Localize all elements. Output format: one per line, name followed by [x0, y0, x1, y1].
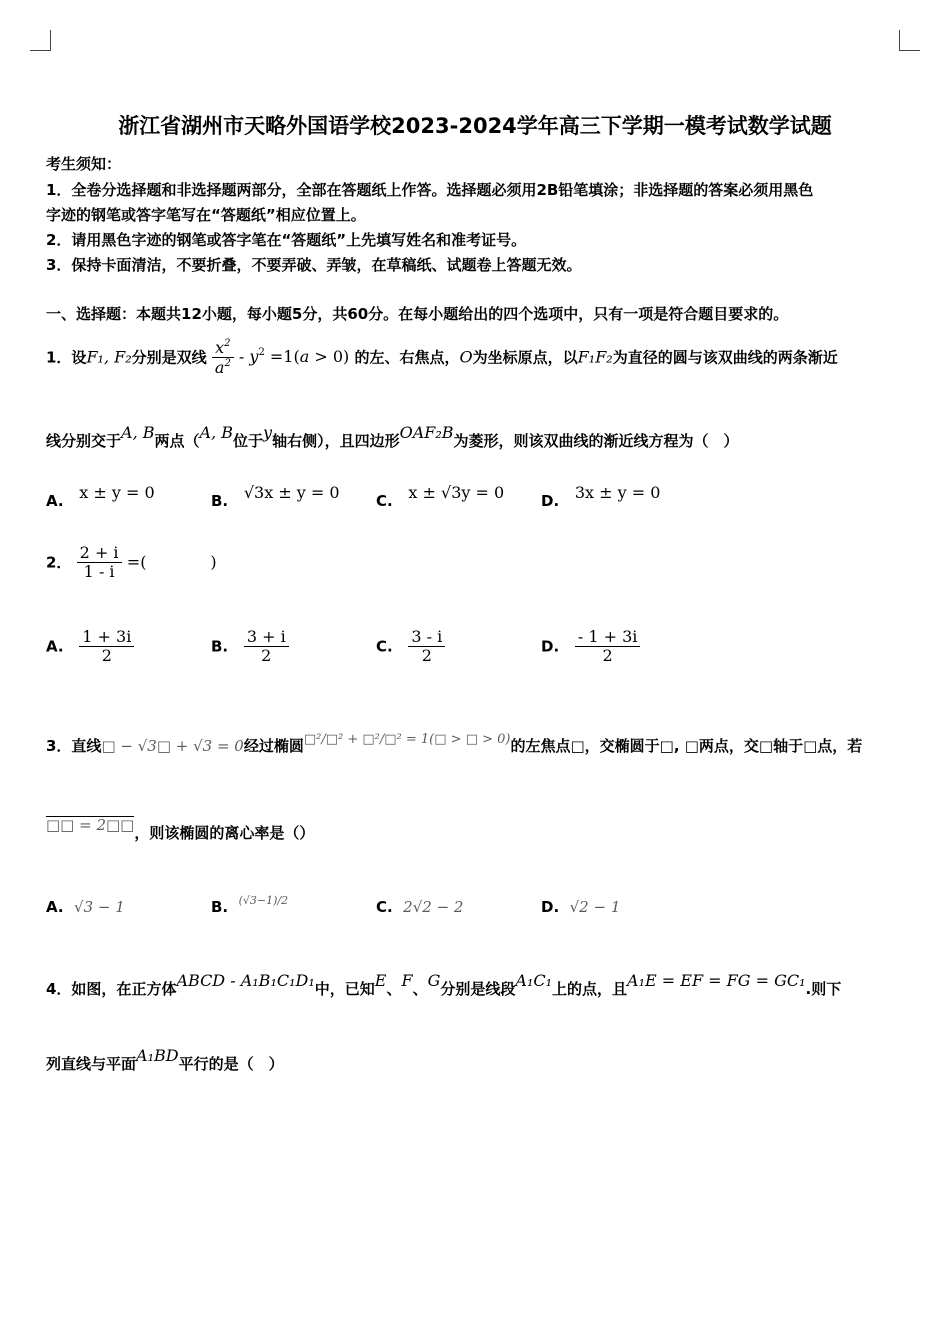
q3-option-c[interactable]: C. 2√2 − 2 — [376, 898, 464, 916]
question-2: 2． $\frac{2 + i}{1 - i}$ =( ) — [46, 543, 217, 582]
q1-option-b[interactable]: B. √3x ± y = 0 — [211, 483, 340, 510]
question-4-line-1: 4．如图，在正方体ABCD - A₁B₁C₁D₁中，已知E、F、G分别是线段A₁C₁上的点，且A₁E = EF = FG = GC₁.则下 — [46, 971, 842, 998]
q4-equal-segments: A₁E = EF = FG = GC₁ — [627, 971, 806, 990]
section-heading: 一、选择题：本题共12小题，每小题5分，共60分。在每小题给出的四个选项中，只有一项是符合题目要求的。 — [46, 305, 789, 323]
notice-item-1a: 1．全卷分选择题和非选择题两部分，全部在答题纸上作答。选择题必须用2B铅笔填涂；非选择题的答案必须用黑色 — [46, 181, 814, 199]
question-1-line-1: 1．设F₁, F₂分别是双线 $\frac{x^2}{a^2}$ - $y^2 =1(a > 0)$ 的左、右焦点，O为坐标原点，以F₁F₂为直径的圆与该双曲线的两条渐近 — [46, 338, 838, 378]
q3-line-equation: □ − √3□ + √3 = 0 — [101, 737, 244, 755]
question-3-line-1: 3．直线□ − √3□ + √3 = 0经过椭圆□²/□² + □²/□² = 1(□ > □ > 0)的左焦点□，交椭圆于□, □两点，交□轴于□点，若 — [46, 732, 863, 755]
q2-option-b[interactable]: B. $\frac{3 + i}{2}$ — [211, 628, 289, 666]
page-title: 浙江省湖州市天略外国语学校2023-2024学年高三下学期一模考试数学试题 — [118, 114, 832, 138]
q1-foci: F₁, F₂ — [86, 347, 132, 367]
q2-fraction: $\frac{2 + i}{1 - i}$ — [77, 544, 122, 582]
q1-option-a[interactable]: A. x ± y = 0 — [46, 483, 155, 510]
q2-option-c[interactable]: C. $\frac{3 - i}{2}$ — [376, 628, 445, 666]
q1-origin: O — [459, 347, 473, 367]
question-3-line-2: □□ = 2□□，则该椭圆的离心率是（） — [46, 816, 315, 842]
crop-mark-top-right — [899, 30, 920, 51]
q3-option-a[interactable]: A. √3 − 1 — [46, 898, 125, 916]
crop-mark-top-left — [30, 30, 51, 51]
q3-vector-relation: □□ = 2□□ — [46, 816, 135, 834]
notice-item-3: 3．保持卡面清洁，不要折叠，不要弄破、弄皱，在草稿纸、试题卷上答题无效。 — [46, 256, 582, 274]
q3-option-b[interactable]: B. $^{(√3-1)/2}$ — [211, 894, 289, 916]
q4-cube: ABCD - A₁B₁C₁D₁ — [176, 971, 315, 990]
q1-option-d[interactable]: D. 3x ± y = 0 — [541, 483, 661, 510]
q4-plane: A₁BD — [136, 1046, 179, 1065]
notice-item-2: 2．请用黑色字迹的钢笔或答字笔在“答题纸”上先填写姓名和准考证号。 — [46, 231, 527, 249]
question-1-line-2: 线分别交于A, B两点（A, B位于y轴右侧），且四边形OAF₂B为菱形，则该双曲线的渐近线方程为（ ） — [46, 423, 739, 450]
q1-option-c[interactable]: C. x ± √3y = 0 — [376, 483, 505, 510]
q1-segment: F₁F₂ — [577, 347, 613, 367]
notice-item-1b: 字迹的钢笔或答字笔写在“答题纸”相应位置上。 — [46, 206, 366, 224]
question-4-line-2: 列直线与平面A₁BD平行的是（ ） — [46, 1046, 284, 1073]
notice-heading: 考生须知： — [46, 155, 122, 173]
q2-option-d[interactable]: D. $\frac{- 1 + 3i}{2}$ — [541, 628, 640, 666]
q2-option-a[interactable]: A. $\frac{1 + 3i}{2}$ — [46, 628, 134, 666]
q1-hyperbola-equation: $\frac{x^2}{a^2}$ - $y^2 =1(a > 0)$ — [212, 348, 355, 366]
q3-ellipse-equation: □²/□² + □²/□² = 1(□ > □ > 0) — [303, 732, 511, 747]
q3-option-d[interactable]: D. √2 − 1 — [541, 898, 621, 916]
